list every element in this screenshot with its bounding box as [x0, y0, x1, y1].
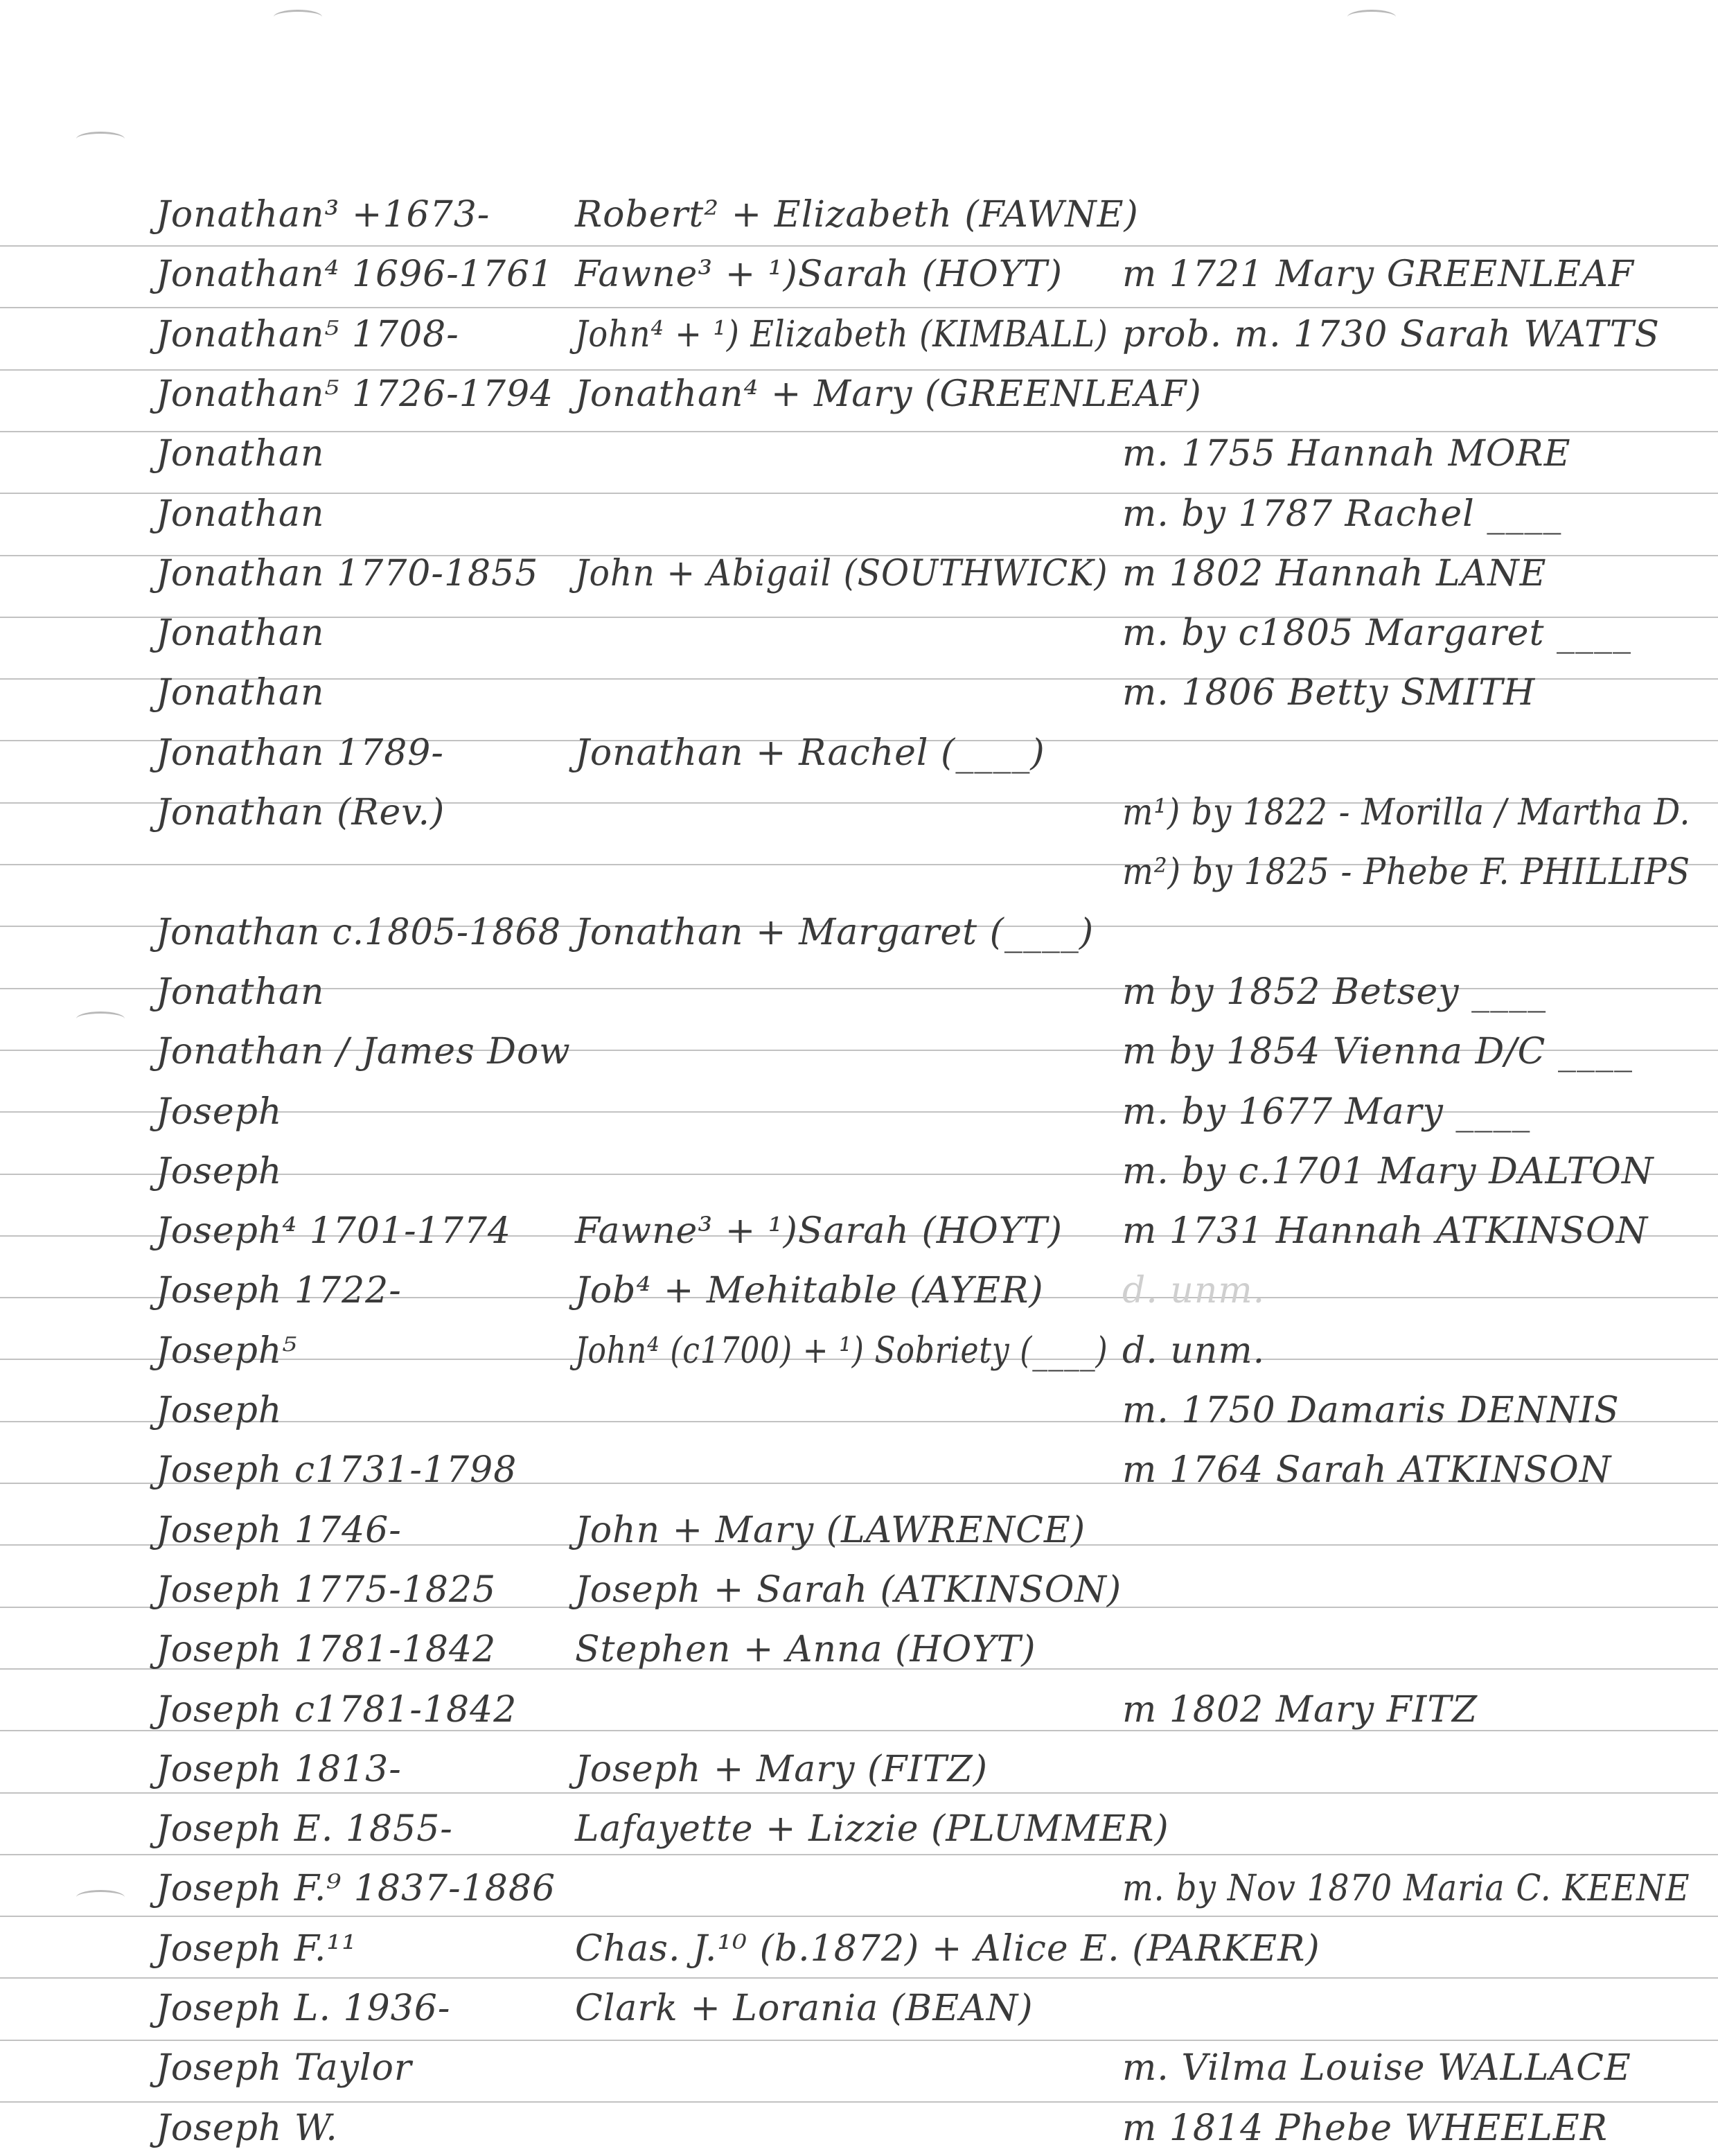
- entry-marriage: m. by 1677 Mary ____: [1122, 1091, 1531, 1133]
- entry-name: Joseph c1731-1798: [156, 1449, 517, 1491]
- entry-row: [0, 1733, 1718, 1797]
- entry-row: [0, 1674, 1718, 1738]
- entry-name: Joseph 1775-1825: [156, 1569, 497, 1611]
- entry-row: [0, 538, 1718, 601]
- entry-name: Jonathan: [156, 612, 325, 654]
- entry-row: [0, 358, 1718, 422]
- entry-name: Jonathan 1789-: [156, 732, 444, 774]
- entry-marriage: m. 1755 Hannah MORE: [1122, 433, 1571, 475]
- entry-marriage: m 1814 Phebe WHEELER: [1122, 2108, 1608, 2149]
- entry-name: Joseph c1781-1842: [156, 1689, 517, 1731]
- entry-row: [0, 2092, 1718, 2156]
- entry-marriage: m 1802 Hannah LANE: [1122, 553, 1547, 594]
- entry-name: Joseph E. 1855-: [156, 1808, 453, 1850]
- entry-name: Jonathan⁵ 1708-: [156, 314, 459, 355]
- entry-name: Joseph⁴ 1701-1774: [156, 1210, 512, 1252]
- entry-marriage: m. 1806 Betty SMITH: [1122, 672, 1536, 714]
- entry-parents: Jonathan⁴ + Mary (GREENLEAF): [575, 373, 1202, 415]
- entry-row: [0, 238, 1718, 302]
- entry-marriage: prob. m. 1730 Sarah WATTS: [1122, 314, 1661, 355]
- entry-row: [0, 1494, 1718, 1558]
- entry-row: [0, 1076, 1718, 1140]
- entry-name: Joseph 1722-: [156, 1270, 402, 1311]
- entry-name: Joseph: [156, 1390, 283, 1431]
- entry-row: [0, 1136, 1718, 1199]
- entry-marriage: m. by Nov 1870 Maria C. KEENE: [1122, 1868, 1690, 1909]
- entry-row: [0, 1554, 1718, 1618]
- entry-name: Joseph F.⁹ 1837-1886: [156, 1868, 556, 1909]
- entry-parents: Joseph + Sarah (ATKINSON): [575, 1569, 1122, 1611]
- entry-marriage: m. by c.1701 Mary DALTON: [1122, 1151, 1654, 1192]
- entry-name: Jonathan⁵ 1726-1794: [156, 373, 554, 415]
- entry-name: Jonathan: [156, 493, 325, 535]
- punch-hole-top-right: [1347, 10, 1396, 24]
- entry-row: [0, 597, 1718, 661]
- entry-name: Joseph 1781-1842: [156, 1629, 497, 1670]
- entry-row: [0, 717, 1718, 781]
- entry-name: Jonathan: [156, 971, 325, 1013]
- entry-name: Jonathan: [156, 433, 325, 475]
- entry-name: Jonathan³ +1673-: [156, 194, 490, 236]
- entry-marriage: m 1802 Mary FITZ: [1122, 1689, 1478, 1731]
- entry-row: [0, 1913, 1718, 1977]
- entry-marriage: m 1731 Hannah ATKINSON: [1122, 1210, 1649, 1252]
- entry-row: [0, 179, 1718, 242]
- entry-parents: Robert² + Elizabeth (FAWNE): [575, 194, 1139, 236]
- entry-row: [0, 1195, 1718, 1259]
- entry-marriage: m. Vilma Louise WALLACE: [1122, 2047, 1631, 2089]
- entry-name: Jonathan 1770-1855: [156, 553, 539, 594]
- punch-hole-top-left: [274, 10, 322, 24]
- entry-parents: John⁴ (c1700) + ¹) Sobriety (____): [575, 1330, 1108, 1372]
- entry-row: [0, 1315, 1718, 1379]
- entry-row: [0, 896, 1718, 960]
- entry-row: [0, 657, 1718, 721]
- entry-parents: Jonathan + Margaret (____): [575, 912, 1095, 953]
- entry-name: Jonathan / James Dow: [156, 1031, 571, 1072]
- entry-marriage: m 1764 Sarah ATKINSON: [1122, 1449, 1612, 1491]
- entry-row: [0, 1255, 1718, 1318]
- entry-marriage: m by 1852 Betsey ____: [1122, 971, 1547, 1013]
- entry-name: Joseph 1813-: [156, 1749, 402, 1790]
- entry-row: [0, 836, 1718, 900]
- entry-name: Jonathan⁴ 1696-1761: [156, 254, 554, 295]
- entry-row: [0, 1375, 1718, 1438]
- entry-name: Joseph: [156, 1091, 283, 1133]
- entry-row: [0, 2032, 1718, 2096]
- entry-parents: Lafayette + Lizzie (PLUMMER): [575, 1808, 1169, 1850]
- entry-parents: Chas. J.¹⁰ (b.1872) + Alice E. (PARKER): [575, 1928, 1320, 1970]
- entry-name: Joseph F.¹¹: [156, 1928, 357, 1970]
- entry-marriage: m. 1750 Damaris DENNIS: [1122, 1390, 1620, 1431]
- entry-marriage: m by 1854 Vienna D/C ____: [1122, 1031, 1633, 1072]
- entry-row: [0, 1614, 1718, 1677]
- entry-name: Jonathan: [156, 672, 325, 714]
- entry-parents: Stephen + Anna (HOYT): [575, 1629, 1036, 1670]
- entry-parents: Fawne³ + ¹)Sarah (HOYT): [575, 1210, 1063, 1252]
- entry-parents: John + Abigail (SOUTHWICK): [575, 553, 1108, 594]
- entry-row: [0, 478, 1718, 542]
- entry-name: Joseph Taylor: [156, 2047, 412, 2089]
- entry-name: Joseph L. 1936-: [156, 1988, 451, 2029]
- entry-parents: John⁴ + ¹) Elizabeth (KIMBALL): [575, 314, 1108, 355]
- entry-marriage: m. by c1805 Margaret ____: [1122, 612, 1631, 654]
- entry-name: Jonathan c.1805-1868: [156, 912, 561, 953]
- entry-parents: Clark + Lorania (BEAN): [575, 1988, 1034, 2029]
- entry-name: Joseph: [156, 1151, 283, 1192]
- entry-row: [0, 1972, 1718, 2036]
- entry-marriage: d. unm.: [1122, 1330, 1266, 1372]
- entry-marriage: d. unm.: [1122, 1270, 1266, 1311]
- entry-row: [0, 1853, 1718, 1916]
- entry-row: [0, 1793, 1718, 1857]
- punch-hole-left-upper: [76, 132, 125, 146]
- entry-row: [0, 777, 1718, 840]
- entry-row: [0, 299, 1718, 362]
- entry-name: Joseph W.: [156, 2108, 338, 2149]
- entry-parents: Fawne³ + ¹)Sarah (HOYT): [575, 254, 1063, 295]
- entry-parents: John + Mary (LAWRENCE): [575, 1510, 1086, 1551]
- entry-parents: Job⁴ + Mehitable (AYER): [575, 1270, 1044, 1311]
- entry-name: Joseph 1746-: [156, 1510, 402, 1551]
- entry-marriage: m¹) by 1822 - Morilla / Martha D.: [1122, 792, 1691, 833]
- entry-parents: Joseph + Mary (FITZ): [575, 1749, 989, 1790]
- entry-row: [0, 418, 1718, 481]
- entry-marriage: m. by 1787 Rachel ____: [1122, 493, 1562, 535]
- entry-marriage: m²) by 1825 - Phebe F. PHILLIPS: [1122, 851, 1691, 893]
- entry-name: Jonathan (Rev.): [156, 792, 445, 833]
- entry-name: Joseph⁵: [156, 1330, 298, 1372]
- entry-parents: Jonathan + Rachel (____): [575, 732, 1045, 774]
- entry-row: [0, 1434, 1718, 1498]
- entry-row: [0, 1016, 1718, 1079]
- entry-row: [0, 956, 1718, 1020]
- entry-marriage: m 1721 Mary GREENLEAF: [1122, 254, 1634, 295]
